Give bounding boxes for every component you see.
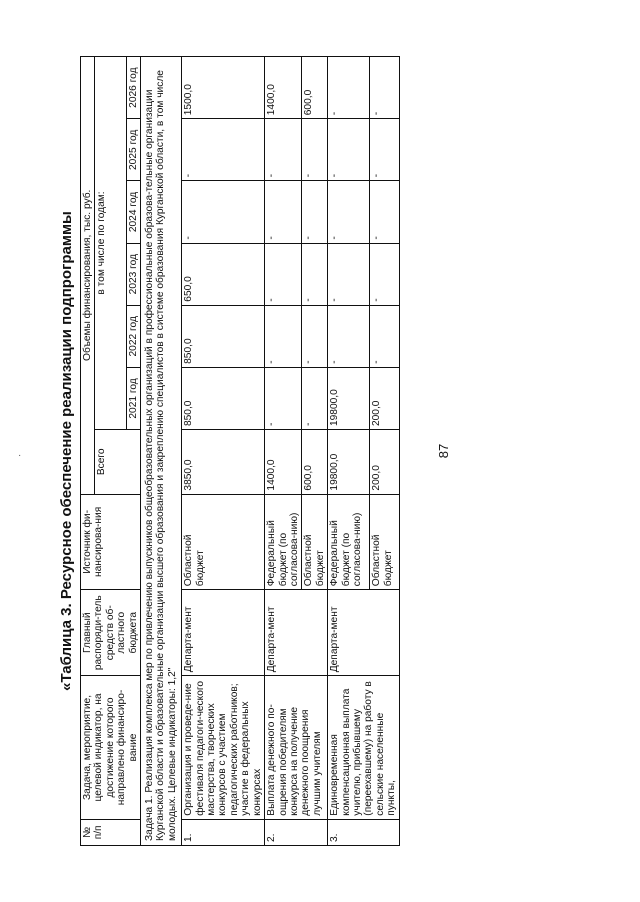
row-year-value: 19800,0	[328, 367, 370, 429]
header-source: Источник фи-нансирова-ния	[81, 494, 141, 590]
header-year: 2026 год	[126, 57, 140, 119]
row-year-value: -	[182, 181, 265, 243]
row-total: 200,0	[370, 430, 399, 495]
row-year-value: -	[302, 243, 328, 305]
scan-speck: ·	[18, 450, 22, 461]
row-total: 19800,0	[328, 430, 370, 495]
header-num: № п/п	[81, 819, 141, 845]
row-year-value: -	[370, 119, 399, 181]
row-number: 3.	[328, 819, 399, 845]
table-row	[182, 57, 265, 846]
page-number: 87	[436, 443, 451, 459]
header-row	[81, 57, 95, 846]
row-number: 1.	[182, 819, 265, 845]
row-source: Областной бюджет	[370, 494, 399, 590]
row-year-value: -	[370, 181, 399, 243]
row-year-value: 650,0	[182, 243, 265, 305]
row-total: 600,0	[302, 430, 328, 495]
row-year-value: -	[328, 181, 370, 243]
rotated-content	[58, 56, 578, 846]
row-year-value: -	[302, 181, 328, 243]
row-activity: Организация и проведе-ние фестиваля педагоги-ческого мастерства, творческих конкурсов с участием педагогических работников; участие в федеральных конкурсах	[182, 676, 265, 819]
header-year: 2025 год	[126, 119, 140, 181]
header-year: 2022 год	[126, 305, 140, 367]
row-year-value: -	[265, 305, 302, 367]
header-year: 2021 год	[126, 367, 140, 429]
row-source: Областной бюджет	[182, 494, 265, 590]
row-year-value: 200,0	[370, 367, 399, 429]
row-manager: Департа-мент	[182, 590, 265, 676]
resource-table	[80, 56, 400, 846]
row-activity: Выплата денежного по-ощрения победителям конкурса на получение денежного поощрения лучшим учителям	[265, 676, 328, 819]
table-row	[265, 57, 302, 846]
header-volume: Объемы финансирования, тыс. руб.	[81, 57, 95, 495]
header-year: 2024 год	[126, 181, 140, 243]
row-year-value: -	[370, 243, 399, 305]
row-source: Областной бюджет	[302, 494, 328, 590]
row-activity: Единовременная компенсационная выплата учителю, прибывшему (переехавшему) на работу в сельские населенные пункты,	[328, 676, 399, 819]
header-task: Задача, мероприятие, целевой индикатор, на достижение которого направлено финансиро-вание	[81, 676, 141, 819]
row-year-value: -	[328, 305, 370, 367]
header-by-year: в том числе по годам:	[95, 57, 126, 430]
row-year-value: -	[265, 243, 302, 305]
row-year-value: -	[328, 243, 370, 305]
header-manager: Главный распоряди-тель средств об-ластного бюджета	[81, 590, 141, 676]
row-year-value: -	[265, 367, 302, 429]
row-manager: Департа-мент	[265, 590, 328, 676]
row-year-value: -	[328, 119, 370, 181]
row-source: Федеральный бюджет (по согласова-нию)	[265, 494, 302, 590]
row-total: 3850,0	[182, 430, 265, 495]
row-year-value: -	[265, 181, 302, 243]
header-total: Всего	[95, 430, 141, 495]
row-year-value: -	[302, 305, 328, 367]
row-year-value: -	[265, 119, 302, 181]
row-year-value: -	[302, 119, 328, 181]
table-row	[328, 57, 370, 846]
row-manager: Департа-мент	[328, 590, 399, 676]
row-number: 2.	[265, 819, 328, 845]
row-year-value: 600,0	[302, 57, 328, 119]
row-year-value: -	[370, 57, 399, 119]
task-row	[141, 57, 182, 846]
row-year-value: 1400,0	[265, 57, 302, 119]
header-year: 2023 год	[126, 243, 140, 305]
row-total: 1400,0	[265, 430, 302, 495]
row-year-value: -	[182, 119, 265, 181]
task-description: Задача 1. Реализация комплекса мер по привлечению выпускников общеобразовательных организаций в профессиональные образова-тельные организации Курганской области и образовательные организации высшего образования и закреплению специалистов в системе образования Курганской области, в том числе молодых. Целевые индикаторы: 1,2"	[141, 57, 182, 846]
row-year-value: -	[328, 57, 370, 119]
table-title: «Таблица 3. Ресурсное обеспечение реализации подпрограммы	[58, 211, 75, 691]
row-year-value: 850,0	[182, 305, 265, 367]
row-source: Федеральный бюджет (по согласова-нию)	[328, 494, 370, 590]
row-year-value: 1500,0	[182, 57, 265, 119]
row-year-value: 850,0	[182, 367, 265, 429]
row-year-value: -	[302, 367, 328, 429]
row-year-value: -	[370, 305, 399, 367]
